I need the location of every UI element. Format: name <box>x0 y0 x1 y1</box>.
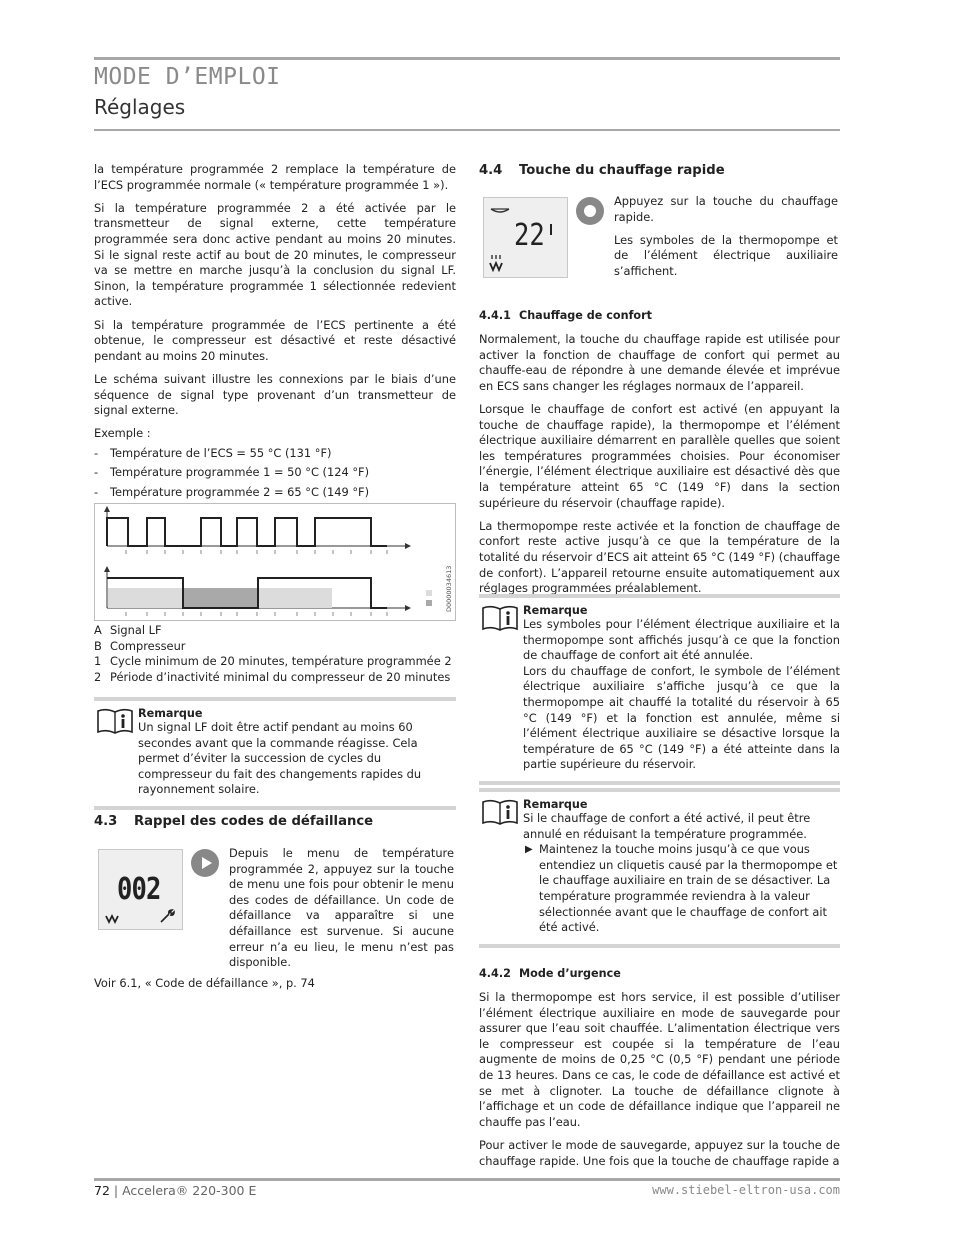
arrow-icon <box>405 543 411 549</box>
list-item: - Température programmée 2 = 65 °C (149 °F) <box>94 485 456 501</box>
degree-mark <box>550 224 552 235</box>
arrow-icon <box>405 605 411 611</box>
header-title: MODE D’EMPLOI <box>94 64 281 90</box>
header-top-rule <box>94 57 840 60</box>
diagram-code: D0000034613 <box>445 565 453 612</box>
diagram-legend <box>94 623 456 685</box>
page-number: 72 <box>94 1183 110 1198</box>
note-body: Les symboles pour l’élément électrique auxiliaire et la thermopompe sont affichés jusqu’à ce que la fonction de chauffage de confort ait été annulée. <box>523 617 840 663</box>
fault-code-display <box>98 849 183 930</box>
note-box <box>94 697 456 810</box>
diagram-legend-block <box>94 623 456 685</box>
list-item: - Température programmée 1 = 50 °C (124 °F) <box>94 465 456 481</box>
arrow-icon <box>104 566 110 572</box>
note-title: Remarque <box>523 798 588 811</box>
paragraph: Normalement, la touche du chauffage rapide est utilisée pour activer la fonction de chauffage de confort qui permet au chauffe-eau de répondre à une demande élevée et imprévue en ECS sans changer les réglages normaux de l’appareil. <box>479 332 840 393</box>
example-label: Exemple : <box>94 426 151 441</box>
left-column <box>94 162 456 509</box>
product-name: Accelera® 220-300 E <box>122 1183 257 1198</box>
axis-a-ticks <box>126 550 387 554</box>
note-box <box>479 788 840 948</box>
note-body: Si le chauffage de confort a été activé, il peut être annulé en réduisant la température programmée. <box>523 811 811 841</box>
period-1-shade <box>108 588 183 608</box>
legend-swatch <box>426 600 432 606</box>
paragraph: Le schéma suivant illustre les connexions par le biais d’une séquence de signal type provenant d’un transmetteur de signal externe. <box>94 371 456 418</box>
note-body: Lors du chauffage de confort, le symbole de l’élément électrique auxiliaire s’affiche jusqu’à ce que la thermopompe ait chauffé la totalité du réservoir à 65 °C (149 °F) et la fonction est annulée, même si l’élément électrique auxiliaire se désactive lorsque la température de 65 °C (149 °F) a été atteinte dans la partie supérieure du réservoir. <box>523 663 840 772</box>
arrow-icon <box>104 506 110 512</box>
legend-swatch <box>426 590 432 596</box>
section-title: Rappel des codes de défaillance <box>134 814 374 829</box>
axis-b-ticks <box>126 612 387 616</box>
step-arrow-icon: ▶ <box>525 844 533 856</box>
period-1-shade <box>258 588 332 608</box>
section-44-body <box>614 194 838 280</box>
legend-item: A Signal LF <box>94 623 162 637</box>
note-box <box>479 594 840 785</box>
footer-rule <box>94 1178 840 1181</box>
section-number: 4.3 <box>94 814 118 829</box>
cross-reference: Voir 6.1, « Code de défaillance », p. 74 <box>94 976 315 990</box>
example-list <box>94 446 456 501</box>
boost-key-icon <box>576 197 604 225</box>
temperature-digits: 22 <box>514 218 545 253</box>
paragraph: La thermopompe reste activée et la fonction de chauffage de confort reste active jusqu’à ce que la température de la totalité du réservoir d’ECS ait atteint 65 °C (149 °F) (chauffage de confort). L’appareil retourne ensuite automatiquement aux réglages programmées préalablement. <box>479 518 840 596</box>
section-442-text <box>479 990 840 1177</box>
subsection-title: Chauffage de confort <box>519 309 652 322</box>
heat-pump-icon <box>105 914 121 924</box>
wrench-icon <box>159 908 177 924</box>
period-2-shade <box>183 588 258 608</box>
section-number: 4.4 <box>479 163 503 178</box>
temperature-display <box>483 197 568 278</box>
tank-icon <box>489 206 511 216</box>
menu-key-icon <box>191 849 219 877</box>
header-bottom-rule <box>94 129 840 131</box>
footer-url: www.stiebel-eltron-usa.com <box>652 1183 840 1197</box>
section-441-text <box>479 332 840 604</box>
note-title: Remarque <box>138 707 203 720</box>
subsection-heading <box>479 967 841 980</box>
header-subtitle: Réglages <box>94 95 186 119</box>
legend-item: 2 Période d’inactivité minimal du compresseur de 20 minutes <box>94 669 451 684</box>
paragraph: Si la température programmée 2 a été activée par le transmetteur de signal externe, cette température programmée sera donc active pendant au moins 20 minutes. Si le signal reste actif au bout de 20 minutes, le compresseur va se mettre en marche jusqu’à la conclusion du signal LF. Sinon, la température programmée 1 sélectionnée redevient active. <box>94 200 456 309</box>
paragraph: Appuyez sur la touche du chauffage rapide. <box>614 194 838 224</box>
signal-diagram-svg <box>95 504 455 620</box>
paragraph: Si la thermopompe est hors service, il est possible d’utiliser l’élément électrique auxiliaire en mode de sauvegarde pour assurer que l’eau soit chauffée. L’alimentation électrique vers le compresseur est coupée si la température de l’eau augmente de moins de 0,25 °C (0,5 °F) pendant une période de 13 heures. Dans ce cas, le code de défaillance est activé et se met à clignoter. La touche de défaillance clignote à l’affichage et un code de défaillance indique que l’appareil ne chauffe pas l’eau. <box>479 990 840 1129</box>
signal-a-trace <box>107 518 387 546</box>
section-title: Touche du chauffage rapide <box>519 163 725 178</box>
footer-separator: | <box>109 1183 123 1198</box>
paragraph: Les symboles de la thermopompe et de l’élément électrique auxiliaire s’affichent. <box>614 232 838 278</box>
paragraph: Pour activer le mode de sauvegarde, appuyez sur la touche de chauffage rapide. Une fois que la touche de chauffage rapide a <box>479 1137 840 1168</box>
paragraph: Lorsque le chauffage de confort est activé (en appuyant la touche de chauffage rapide), la thermopompe et l’élément électrique auxiliaire démarrent en parallèle quelles que soient les températures programmées choisies. Pour économiser l’énergie, l’élément électrique auxiliaire est désactivé dès que la température atteint 65 °C (149 °F) dans la section supérieure du réservoir (chauffage rapide). <box>479 401 840 510</box>
info-book-icon <box>96 707 134 735</box>
legend-item: B Compresseur <box>94 638 186 653</box>
list-item: - Température de l’ECS = 55 °C (131 °F) <box>94 446 456 462</box>
paragraph: la température programmée 2 remplace la température de l’ECS programmée normale (« température programmée 1 »). <box>94 162 456 192</box>
section-heading <box>479 163 841 178</box>
info-book-icon <box>481 604 519 632</box>
note-step <box>523 842 840 936</box>
section-43-body: Depuis le menu de température programmée 2, appuyez sur la touche de menu une fois pour obtenir le menu des codes de défaillance. Un code de défaillance va apparaître si une défaillance est survenue. Si aucune erreur n’a eu lieu, le menu n’est pas disponible. <box>229 846 454 970</box>
subsection-title: Mode d’urgence <box>519 967 621 980</box>
note-body: Un signal LF doit être actif pendant au moins 60 secondes avant que la commande réagisse. Cela permet d’éviter la succession de cycles du compresseur du fait des changements rapides du rayonnement solaire. <box>138 720 422 797</box>
subsection-number: 4.4.1 <box>479 309 511 322</box>
heat-pump-icon <box>489 254 505 272</box>
subsection-heading <box>479 309 841 322</box>
paragraph: Si la température programmée de l’ECS pertinente a été obtenue, le compresseur est désactivé et reste désactivé pendant au moins 20 minutes. <box>94 317 456 363</box>
section-heading <box>94 814 456 829</box>
step-text: Maintenez la touche moins jusqu’à ce que vous entendiez un cliquetis causé par la thermopompe et le chauffage auxiliaire en train de se désactiver. La température programmée reviendra à la valeur sélectionnée avant que le chauffage de confort ait été activé. <box>539 842 838 935</box>
note-title: Remarque <box>523 604 588 617</box>
subsection-number: 4.4.2 <box>479 967 511 980</box>
footer-left <box>94 1183 256 1198</box>
signal-diagram <box>94 503 456 621</box>
info-book-icon <box>481 798 519 826</box>
fault-code-digits: 002 <box>117 872 161 907</box>
legend-item: 1 Cycle minimum de 20 minutes, température programmée 2 <box>94 654 452 669</box>
